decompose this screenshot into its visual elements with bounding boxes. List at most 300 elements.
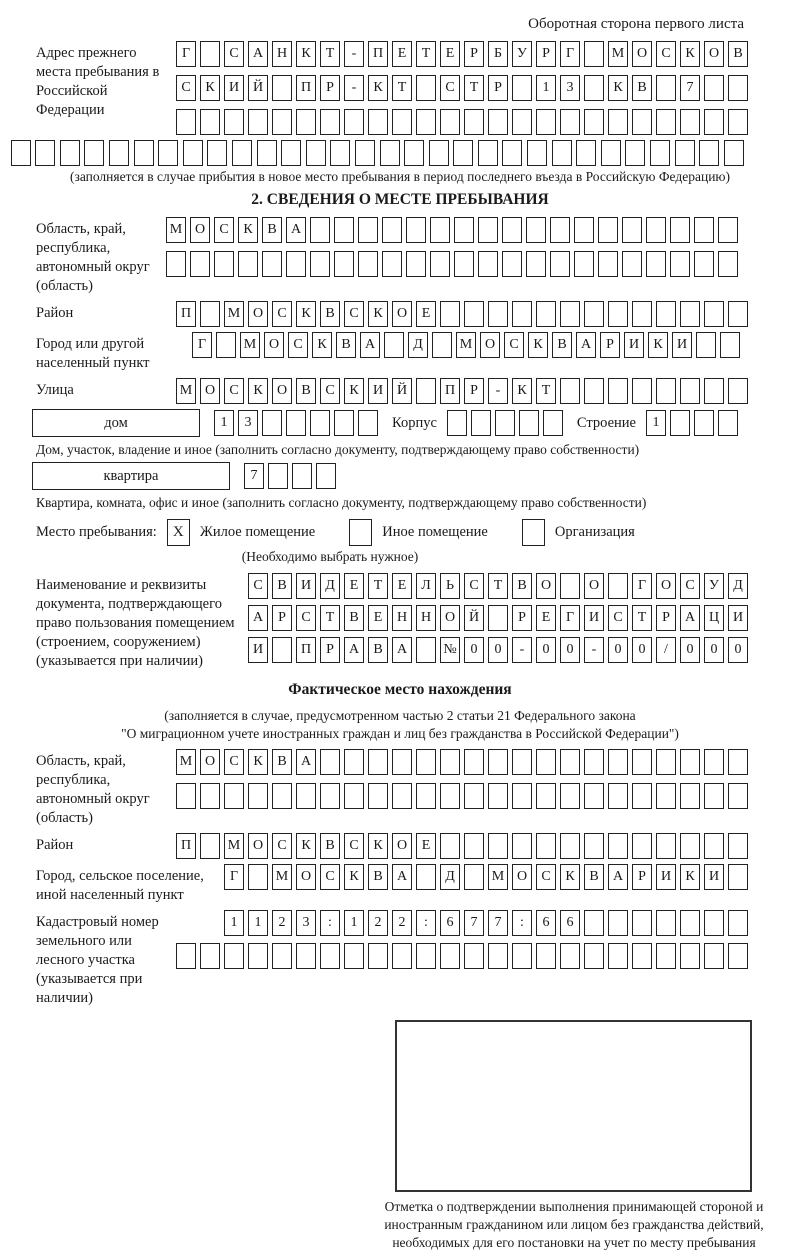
char-cell: О bbox=[584, 573, 604, 599]
char-cell: М bbox=[224, 833, 244, 859]
field-district bbox=[36, 301, 748, 327]
char-cell: В bbox=[512, 573, 532, 599]
char-cell bbox=[656, 783, 676, 809]
char-box-row bbox=[172, 833, 748, 859]
char-cell bbox=[656, 109, 676, 135]
char-cell: К bbox=[368, 75, 388, 101]
char-cell bbox=[560, 301, 580, 327]
char-cell: Д bbox=[728, 573, 748, 599]
char-cell: : bbox=[416, 910, 436, 936]
char-cell bbox=[699, 140, 719, 166]
char-cell: 0 bbox=[608, 637, 628, 663]
char-box-row bbox=[642, 410, 738, 436]
char-cell bbox=[608, 109, 628, 135]
char-cell: О bbox=[248, 833, 268, 859]
char-cell: Е bbox=[392, 573, 412, 599]
char-cell: / bbox=[656, 637, 676, 663]
char-cell bbox=[380, 140, 400, 166]
char-cell: Д bbox=[408, 332, 428, 358]
char-cell bbox=[488, 301, 508, 327]
char-cell bbox=[430, 217, 450, 243]
field-stay-type bbox=[36, 519, 748, 546]
char-box-row bbox=[172, 783, 748, 809]
house-type-box: дом bbox=[32, 409, 200, 437]
char-cell bbox=[464, 301, 484, 327]
char-cell: С bbox=[224, 378, 244, 404]
char-cell: 0 bbox=[464, 637, 484, 663]
char-cell: О bbox=[296, 864, 316, 890]
char-cell: 0 bbox=[632, 637, 652, 663]
char-cell: И bbox=[728, 605, 748, 631]
char-cell: К bbox=[296, 301, 316, 327]
char-cell bbox=[416, 109, 436, 135]
page-header-note: Оборотная сторона первого листа bbox=[528, 16, 744, 32]
char-cell: Д bbox=[320, 573, 340, 599]
char-cell: 7 bbox=[244, 463, 264, 489]
char-cell: В bbox=[262, 217, 282, 243]
char-cell bbox=[502, 217, 522, 243]
char-cell bbox=[670, 251, 690, 277]
char-cell: И bbox=[224, 75, 244, 101]
char-cell: И bbox=[656, 864, 676, 890]
char-cell: У bbox=[512, 41, 532, 67]
char-cell bbox=[454, 217, 474, 243]
char-cell: : bbox=[512, 910, 532, 936]
char-cell bbox=[310, 251, 330, 277]
char-cell: - bbox=[512, 637, 532, 663]
char-cell bbox=[608, 910, 628, 936]
char-cell bbox=[584, 833, 604, 859]
char-cell bbox=[488, 943, 508, 969]
char-cell: 0 bbox=[560, 637, 580, 663]
char-cell bbox=[584, 109, 604, 135]
char-cell bbox=[656, 833, 676, 859]
char-box-row bbox=[162, 217, 738, 243]
char-cell: А bbox=[680, 605, 700, 631]
char-cell: - bbox=[584, 637, 604, 663]
char-cell bbox=[728, 864, 748, 890]
char-cell bbox=[440, 301, 460, 327]
char-cell: 1 bbox=[646, 410, 666, 436]
char-cell: Р bbox=[464, 41, 484, 67]
char-cell bbox=[272, 637, 292, 663]
char-cell bbox=[35, 140, 55, 166]
char-cell: А bbox=[576, 332, 596, 358]
char-cell bbox=[320, 943, 340, 969]
house-note: Дом, участок, владение и иное (заполнить согласно документу, подтверждающему право собственности) bbox=[36, 442, 640, 457]
prev-address-note: (заполняется в случае прибытия в новое место пребывания в период последнего въезда в Российскую Федерацию) bbox=[69, 169, 731, 184]
char-cell: Т bbox=[464, 75, 484, 101]
char-cell bbox=[560, 833, 580, 859]
char-cell: Л bbox=[416, 573, 436, 599]
char-cell bbox=[404, 140, 424, 166]
char-cell: Г bbox=[224, 864, 244, 890]
char-cell bbox=[728, 109, 748, 135]
char-cell bbox=[728, 301, 748, 327]
char-cell: 1 bbox=[344, 910, 364, 936]
apartment-type-box: квартира bbox=[32, 462, 230, 490]
char-cell bbox=[680, 910, 700, 936]
char-cell: К bbox=[680, 41, 700, 67]
char-cell: 3 bbox=[238, 410, 258, 436]
char-cell bbox=[512, 301, 532, 327]
char-cell bbox=[550, 217, 570, 243]
char-cell: П bbox=[176, 301, 196, 327]
char-cell: К bbox=[528, 332, 548, 358]
char-cell bbox=[512, 783, 532, 809]
char-cell: С bbox=[608, 605, 628, 631]
char-cell: Р bbox=[600, 332, 620, 358]
char-cell bbox=[704, 75, 724, 101]
char-cell bbox=[296, 943, 316, 969]
field-region bbox=[36, 217, 748, 296]
char-cell bbox=[519, 410, 539, 436]
char-cell: В bbox=[336, 332, 356, 358]
char-cell: - bbox=[344, 75, 364, 101]
char-cell: И bbox=[248, 637, 268, 663]
char-cell bbox=[512, 75, 532, 101]
char-cell bbox=[84, 140, 104, 166]
char-cell bbox=[728, 910, 748, 936]
char-cell bbox=[718, 217, 738, 243]
char-cell: М bbox=[176, 749, 196, 775]
char-cell bbox=[694, 410, 714, 436]
char-cell: К bbox=[248, 749, 268, 775]
char-cell: Г bbox=[176, 41, 196, 67]
char-cell bbox=[488, 605, 508, 631]
char-cell bbox=[536, 783, 556, 809]
char-cell: К bbox=[238, 217, 258, 243]
char-cell: № bbox=[440, 637, 460, 663]
char-cell: С bbox=[680, 573, 700, 599]
field-city bbox=[36, 332, 748, 373]
char-cell bbox=[656, 75, 676, 101]
char-cell: И bbox=[672, 332, 692, 358]
char-cell: М bbox=[224, 301, 244, 327]
char-cell: Д bbox=[440, 864, 460, 890]
char-cell bbox=[248, 943, 268, 969]
char-cell: С bbox=[656, 41, 676, 67]
char-cell bbox=[502, 140, 522, 166]
char-cell: Р bbox=[320, 75, 340, 101]
char-cell bbox=[320, 749, 340, 775]
stroenie-label: Строение bbox=[576, 414, 636, 431]
char-cell bbox=[536, 833, 556, 859]
actual-location-note1: (заполняется в случае, предусмотренном частью 2 статьи 21 Федерального закона bbox=[164, 708, 636, 723]
char-cell: Е bbox=[536, 605, 556, 631]
char-cell bbox=[632, 910, 652, 936]
char-cell: О bbox=[656, 573, 676, 599]
char-cell: С bbox=[272, 301, 292, 327]
char-cell: В bbox=[296, 378, 316, 404]
char-cell: : bbox=[320, 910, 340, 936]
char-cell: В bbox=[320, 301, 340, 327]
char-cell bbox=[272, 783, 292, 809]
char-cell bbox=[656, 301, 676, 327]
char-cell bbox=[728, 749, 748, 775]
char-cell bbox=[656, 378, 676, 404]
char-cell bbox=[696, 332, 716, 358]
char-cell: С bbox=[224, 749, 244, 775]
street-label: Улица bbox=[36, 382, 74, 398]
char-cell bbox=[382, 217, 402, 243]
char-cell bbox=[608, 783, 628, 809]
char-cell: Н bbox=[416, 605, 436, 631]
char-cell: К bbox=[608, 75, 628, 101]
char-cell: Р bbox=[488, 75, 508, 101]
char-cell: О bbox=[512, 864, 532, 890]
char-cell: Т bbox=[488, 573, 508, 599]
char-cell: О bbox=[190, 217, 210, 243]
char-cell bbox=[478, 217, 498, 243]
char-cell bbox=[310, 217, 330, 243]
char-cell bbox=[680, 378, 700, 404]
char-cell: Н bbox=[392, 605, 412, 631]
field-house bbox=[32, 409, 748, 437]
char-cell bbox=[447, 410, 467, 436]
char-cell bbox=[232, 140, 252, 166]
char-box-row bbox=[172, 301, 748, 327]
char-cell: - bbox=[344, 41, 364, 67]
char-cell: С bbox=[248, 573, 268, 599]
char-cell: Т bbox=[632, 605, 652, 631]
char-cell: О bbox=[272, 378, 292, 404]
char-cell bbox=[464, 943, 484, 969]
char-cell bbox=[454, 251, 474, 277]
char-cell: С bbox=[440, 75, 460, 101]
char-cell bbox=[488, 749, 508, 775]
char-cell bbox=[368, 943, 388, 969]
char-cell: К bbox=[680, 864, 700, 890]
char-cell bbox=[680, 783, 700, 809]
char-cell bbox=[334, 217, 354, 243]
char-cell bbox=[724, 140, 744, 166]
char-cell bbox=[183, 140, 203, 166]
char-cell: А bbox=[360, 332, 380, 358]
char-cell: 2 bbox=[368, 910, 388, 936]
char-cell: Ь bbox=[440, 573, 460, 599]
char-cell bbox=[704, 301, 724, 327]
char-cell bbox=[344, 749, 364, 775]
char-cell bbox=[576, 140, 596, 166]
char-cell bbox=[207, 140, 227, 166]
char-cell bbox=[608, 943, 628, 969]
char-cell bbox=[262, 410, 282, 436]
char-cell bbox=[622, 251, 642, 277]
char-box-row bbox=[220, 864, 748, 890]
char-cell bbox=[560, 378, 580, 404]
char-box-row bbox=[240, 463, 336, 489]
char-cell bbox=[392, 109, 412, 135]
char-cell bbox=[718, 251, 738, 277]
char-cell: С bbox=[176, 75, 196, 101]
field-actual-region bbox=[36, 749, 748, 828]
prev-address-rows bbox=[172, 41, 748, 135]
char-cell bbox=[478, 251, 498, 277]
char-cell: Г bbox=[560, 605, 580, 631]
char-cell bbox=[704, 910, 724, 936]
char-cell bbox=[158, 140, 178, 166]
char-cell bbox=[584, 749, 604, 775]
char-cell bbox=[680, 749, 700, 775]
char-cell bbox=[584, 910, 604, 936]
checkbox-organization bbox=[522, 519, 545, 546]
actual-district-label: Район bbox=[36, 837, 74, 853]
char-cell bbox=[344, 109, 364, 135]
char-cell bbox=[704, 109, 724, 135]
char-cell bbox=[432, 332, 452, 358]
char-cell bbox=[512, 833, 532, 859]
char-cell bbox=[224, 783, 244, 809]
char-cell bbox=[536, 301, 556, 327]
char-cell: 0 bbox=[728, 637, 748, 663]
char-cell: Г bbox=[560, 41, 580, 67]
char-cell: К bbox=[648, 332, 668, 358]
stay-type-label: Место пребывания: bbox=[36, 524, 157, 540]
char-cell bbox=[560, 573, 580, 599]
char-cell bbox=[464, 109, 484, 135]
char-cell bbox=[502, 251, 522, 277]
char-cell: А bbox=[286, 217, 306, 243]
char-cell bbox=[406, 217, 426, 243]
char-cell: Е bbox=[392, 41, 412, 67]
field-apartment bbox=[32, 462, 748, 490]
char-cell bbox=[416, 749, 436, 775]
char-cell bbox=[584, 378, 604, 404]
char-cell bbox=[512, 749, 532, 775]
char-cell: С bbox=[224, 41, 244, 67]
char-cell bbox=[200, 783, 220, 809]
char-cell bbox=[601, 140, 621, 166]
char-cell bbox=[416, 943, 436, 969]
char-cell: Г bbox=[632, 573, 652, 599]
char-cell bbox=[584, 943, 604, 969]
char-cell bbox=[344, 783, 364, 809]
char-cell bbox=[488, 109, 508, 135]
char-cell bbox=[316, 463, 336, 489]
char-cell: В bbox=[368, 637, 388, 663]
char-cell: Р bbox=[512, 605, 532, 631]
char-cell bbox=[166, 251, 186, 277]
field-street bbox=[36, 378, 748, 404]
char-cell bbox=[392, 783, 412, 809]
char-cell bbox=[512, 109, 532, 135]
char-cell bbox=[292, 463, 312, 489]
char-cell: О bbox=[392, 833, 412, 859]
char-cell: С bbox=[296, 605, 316, 631]
char-cell: Т bbox=[416, 41, 436, 67]
char-cell: П bbox=[296, 637, 316, 663]
char-cell: - bbox=[488, 378, 508, 404]
char-cell bbox=[109, 140, 129, 166]
char-cell: 1 bbox=[248, 910, 268, 936]
char-cell: М bbox=[166, 217, 186, 243]
char-cell bbox=[216, 332, 236, 358]
char-cell: М bbox=[272, 864, 292, 890]
char-box-row bbox=[244, 637, 748, 663]
char-cell bbox=[560, 109, 580, 135]
char-cell: С bbox=[288, 332, 308, 358]
char-cell: Е bbox=[368, 605, 388, 631]
char-cell bbox=[488, 833, 508, 859]
char-cell bbox=[680, 301, 700, 327]
char-box-row bbox=[172, 109, 748, 135]
char-cell: 7 bbox=[488, 910, 508, 936]
char-cell bbox=[358, 251, 378, 277]
char-cell: К bbox=[296, 833, 316, 859]
char-cell bbox=[728, 783, 748, 809]
char-cell bbox=[694, 217, 714, 243]
char-box-row bbox=[244, 573, 748, 599]
char-cell: П bbox=[368, 41, 388, 67]
char-cell bbox=[464, 864, 484, 890]
char-cell: А bbox=[392, 637, 412, 663]
char-cell bbox=[224, 109, 244, 135]
char-cell: К bbox=[296, 41, 316, 67]
char-cell: К bbox=[200, 75, 220, 101]
char-cell: К bbox=[368, 833, 388, 859]
char-cell bbox=[281, 140, 301, 166]
char-cell bbox=[560, 943, 580, 969]
actual-location-note2: "О миграционном учете иностранных граждан и лиц без гражданства в Российской Федерации") bbox=[121, 726, 679, 741]
char-cell: М bbox=[488, 864, 508, 890]
char-cell bbox=[632, 378, 652, 404]
char-cell: О bbox=[704, 41, 724, 67]
char-cell bbox=[574, 251, 594, 277]
char-cell bbox=[453, 140, 473, 166]
char-cell: Е bbox=[416, 301, 436, 327]
char-box-row bbox=[172, 75, 748, 101]
char-cell: 1 bbox=[214, 410, 234, 436]
char-cell bbox=[584, 41, 604, 67]
char-cell bbox=[416, 637, 436, 663]
char-cell bbox=[670, 410, 690, 436]
char-cell bbox=[320, 783, 340, 809]
char-cell: 2 bbox=[272, 910, 292, 936]
char-cell: О bbox=[200, 749, 220, 775]
char-cell bbox=[248, 864, 268, 890]
char-box-row bbox=[244, 605, 748, 631]
char-cell bbox=[728, 943, 748, 969]
char-cell bbox=[200, 943, 220, 969]
char-cell bbox=[728, 833, 748, 859]
char-cell: Т bbox=[320, 41, 340, 67]
char-cell bbox=[134, 140, 154, 166]
checkbox-other-premises bbox=[349, 519, 372, 546]
char-cell bbox=[257, 140, 277, 166]
char-cell: Е bbox=[344, 573, 364, 599]
char-cell bbox=[552, 140, 572, 166]
char-cell: А bbox=[344, 637, 364, 663]
char-cell: Е bbox=[440, 41, 460, 67]
char-cell bbox=[704, 378, 724, 404]
actual-region-label: Область, край, республика, автономный округ (область) bbox=[36, 753, 150, 826]
char-cell bbox=[656, 910, 676, 936]
char-cell bbox=[584, 301, 604, 327]
char-box-row bbox=[172, 41, 748, 67]
char-cell: Б bbox=[488, 41, 508, 67]
char-cell bbox=[176, 109, 196, 135]
char-cell: Р bbox=[632, 864, 652, 890]
char-cell: М bbox=[456, 332, 476, 358]
prev-address-label: Адрес прежнего места пребывания в Российской Федерации bbox=[36, 45, 160, 118]
char-cell: М bbox=[240, 332, 260, 358]
char-cell: 6 bbox=[440, 910, 460, 936]
district-label: Район bbox=[36, 305, 74, 321]
char-cell bbox=[670, 217, 690, 243]
char-cell: В bbox=[584, 864, 604, 890]
char-cell bbox=[355, 140, 375, 166]
